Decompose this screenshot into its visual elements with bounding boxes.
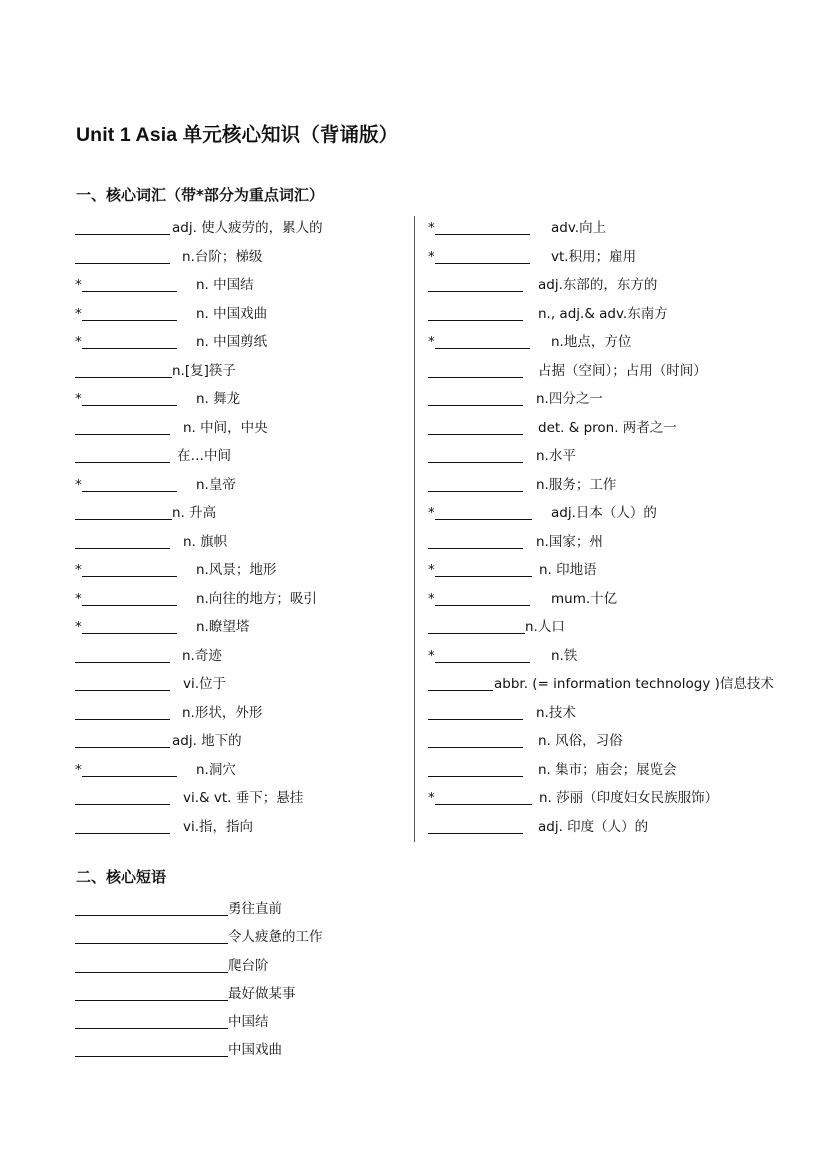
word-meaning: n.皇帝 (196, 476, 236, 493)
vocab-row (428, 670, 774, 699)
word-meaning: n. 升高 (172, 505, 217, 521)
vocab-row (75, 471, 410, 500)
column-divider (414, 216, 415, 842)
vocab-row (75, 813, 410, 842)
vocab-row (75, 784, 410, 813)
key-word-marker: * (428, 505, 435, 521)
vocab-section-heading: 一、核心词汇（带*部分为重点词汇） (76, 186, 324, 204)
word-meaning: n.向往的地方；吸引 (196, 590, 317, 607)
vocab-row (428, 243, 768, 272)
answer-blank (428, 419, 523, 435)
answer-blank (82, 590, 177, 606)
word-meaning: n. 风俗，习俗 (538, 733, 623, 749)
word-meaning: n. 印地语 (539, 562, 597, 578)
answer-blank (75, 928, 228, 944)
word-meaning: n. 中国戏曲 (196, 305, 268, 322)
answer-blank (435, 561, 532, 577)
vocab-row (428, 528, 768, 557)
word-meaning: vi.指，指向 (183, 818, 254, 835)
word-meaning: n. 中国结 (196, 277, 254, 293)
vocab-row (428, 385, 768, 414)
answer-blank (428, 276, 523, 292)
word-meaning: n.服务；工作 (536, 476, 617, 493)
word-meaning: n.奇迹 (182, 647, 222, 664)
key-word-marker: * (428, 590, 435, 607)
word-meaning: n.形状，外形 (182, 704, 263, 721)
phrase-list (75, 895, 475, 1065)
word-meaning: mum.十亿 (551, 590, 618, 607)
vocab-row (75, 271, 410, 300)
vocab-row (75, 727, 410, 756)
word-meaning: adj.东部的，东方的 (538, 277, 658, 293)
word-meaning: vt.积用；雇用 (551, 248, 637, 265)
word-meaning: n.技术 (536, 704, 576, 721)
vocab-row (75, 613, 410, 642)
answer-blank (82, 561, 177, 577)
phrase-row (75, 980, 475, 1008)
answer-blank (75, 248, 170, 264)
phrase-meaning: 中国戏曲 (228, 1042, 282, 1059)
word-meaning: n. 中间，中央 (183, 419, 268, 436)
phrase-row (75, 1036, 475, 1064)
word-meaning: adv.向上 (551, 220, 607, 236)
vocab-row (428, 613, 768, 642)
answer-blank (82, 761, 177, 777)
answer-blank (428, 704, 523, 720)
key-word-marker: * (428, 790, 435, 806)
word-meaning: n., adj.& adv.东南方 (538, 305, 668, 322)
answer-blank (428, 362, 523, 378)
vocab-row (428, 471, 768, 500)
word-meaning: vi.& vt. 垂下；悬挂 (183, 790, 304, 806)
phrase-meaning: 令人疲惫的工作 (228, 929, 323, 946)
word-meaning: det. & pron. 两者之一 (538, 419, 677, 436)
answer-blank (75, 675, 170, 691)
page-title: Unit 1 Asia 单元核心知识（背诵版） (76, 124, 399, 146)
word-meaning: adj. 地下的 (172, 733, 242, 749)
phrase-row (75, 952, 475, 980)
vocab-row (75, 385, 410, 414)
answer-blank (82, 476, 177, 492)
answer-blank (75, 789, 170, 805)
word-meaning: n.地点，方位 (551, 334, 632, 350)
vocab-row (428, 585, 768, 614)
vocab-row (428, 727, 768, 756)
answer-blank (75, 647, 170, 663)
key-word-marker: * (428, 562, 435, 578)
word-meaning: vi.位于 (183, 676, 227, 692)
answer-blank (75, 1013, 228, 1029)
vocab-row (75, 357, 410, 386)
answer-blank (75, 957, 228, 973)
answer-blank (75, 985, 228, 1001)
answer-blank (435, 504, 532, 520)
answer-blank (435, 590, 530, 606)
answer-blank (428, 476, 523, 492)
vocab-row (75, 556, 410, 585)
vocab-row (428, 784, 768, 813)
vocab-column-right (428, 214, 774, 841)
word-meaning: n.风景；地形 (196, 562, 277, 578)
word-meaning: n. 舞龙 (196, 391, 241, 407)
answer-blank (428, 675, 493, 691)
answer-blank (82, 618, 177, 634)
answer-blank (75, 219, 170, 235)
word-meaning: n.[复]筷子 (172, 362, 236, 379)
vocab-row (75, 585, 410, 614)
word-meaning: adj.日本（人）的 (551, 505, 657, 521)
answer-blank (75, 533, 170, 549)
key-word-marker: * (75, 305, 82, 322)
answer-blank (428, 305, 523, 321)
vocab-row (75, 243, 410, 272)
answer-blank (75, 900, 228, 916)
vocab-row (75, 499, 410, 528)
answer-blank (435, 248, 530, 264)
word-meaning: n. 中国剪纸 (196, 334, 268, 350)
answer-blank (75, 732, 170, 748)
answer-blank (82, 390, 177, 406)
vocab-row (75, 756, 410, 785)
word-meaning: n.洞穴 (196, 761, 236, 778)
answer-blank (75, 419, 170, 435)
answer-blank (75, 504, 172, 520)
word-meaning: adj. 使人疲劳的，累人的 (172, 220, 323, 236)
word-meaning: abbr. (= information technology )信息技术 (494, 676, 774, 692)
key-word-marker: * (428, 220, 435, 236)
vocab-row (75, 442, 410, 471)
vocab-row (428, 756, 768, 785)
key-word-marker: * (75, 761, 82, 778)
word-meaning: n.铁 (551, 647, 578, 664)
word-meaning: n.台阶；梯级 (182, 248, 263, 265)
word-meaning: n.国家；州 (536, 533, 603, 550)
key-word-marker: * (75, 476, 82, 493)
answer-blank (428, 732, 523, 748)
vocab-row (75, 642, 410, 671)
word-meaning: n.人口 (525, 619, 565, 635)
vocab-row (428, 271, 768, 300)
vocab-column-left (75, 214, 410, 841)
word-meaning: 占据（空间）；占用（时间） (538, 362, 707, 379)
vocab-row (75, 414, 410, 443)
vocab-row (75, 300, 410, 329)
answer-blank (428, 447, 523, 463)
vocab-row (428, 499, 768, 528)
vocab-row (428, 642, 768, 671)
key-word-marker: * (428, 248, 435, 265)
vocab-row (75, 328, 410, 357)
answer-blank (82, 333, 177, 349)
key-word-marker: * (75, 590, 82, 607)
key-word-marker: * (428, 647, 435, 664)
vocab-row (75, 528, 410, 557)
word-meaning: n. 旗帜 (183, 533, 228, 550)
answer-blank (428, 618, 525, 634)
key-word-marker: * (428, 334, 435, 350)
word-meaning: adj. 印度（人）的 (538, 818, 649, 835)
vocab-row (428, 300, 768, 329)
answer-blank (75, 704, 170, 720)
vocab-row (428, 813, 768, 842)
vocab-row (428, 414, 768, 443)
word-meaning: n.瞭望塔 (196, 619, 250, 635)
answer-blank (435, 647, 530, 663)
vocab-row (428, 699, 768, 728)
answer-blank (75, 447, 170, 463)
key-word-marker: * (75, 391, 82, 407)
answer-blank (435, 333, 530, 349)
vocab-row (75, 214, 410, 243)
phrase-meaning: 爬台阶 (228, 957, 269, 974)
answer-blank (75, 818, 170, 834)
answer-blank (428, 390, 523, 406)
word-meaning: 在…中间 (177, 448, 231, 464)
phrase-row (75, 895, 475, 923)
phrase-row (75, 923, 475, 951)
answer-blank (428, 533, 523, 549)
vocab-row (428, 328, 768, 357)
answer-blank (428, 818, 523, 834)
answer-blank (82, 305, 177, 321)
answer-blank (75, 362, 172, 378)
phrase-meaning: 勇往直前 (228, 901, 282, 917)
word-meaning: n. 集市；庙会；展览会 (538, 761, 677, 778)
phrase-meaning: 中国结 (228, 1014, 269, 1031)
word-meaning: n.四分之一 (536, 391, 603, 407)
phrase-meaning: 最好做某事 (228, 985, 296, 1002)
word-meaning: n.水平 (536, 448, 576, 464)
answer-blank (435, 789, 532, 805)
answer-blank (428, 761, 523, 777)
phrases-section-heading: 二、核心短语 (76, 868, 167, 886)
key-word-marker: * (75, 334, 82, 350)
key-word-marker: * (75, 619, 82, 635)
answer-blank (435, 219, 530, 235)
answer-blank (75, 1041, 228, 1057)
vocab-row (428, 357, 768, 386)
key-word-marker: * (75, 277, 82, 293)
vocab-row (75, 699, 410, 728)
phrase-row (75, 1008, 475, 1036)
vocab-row (428, 556, 768, 585)
word-meaning: n. 莎丽（印度妇女民族服饰） (539, 790, 719, 806)
vocab-row (428, 214, 768, 243)
vocab-row (428, 442, 768, 471)
key-word-marker: * (75, 562, 82, 578)
answer-blank (82, 276, 177, 292)
vocab-row (75, 670, 410, 699)
